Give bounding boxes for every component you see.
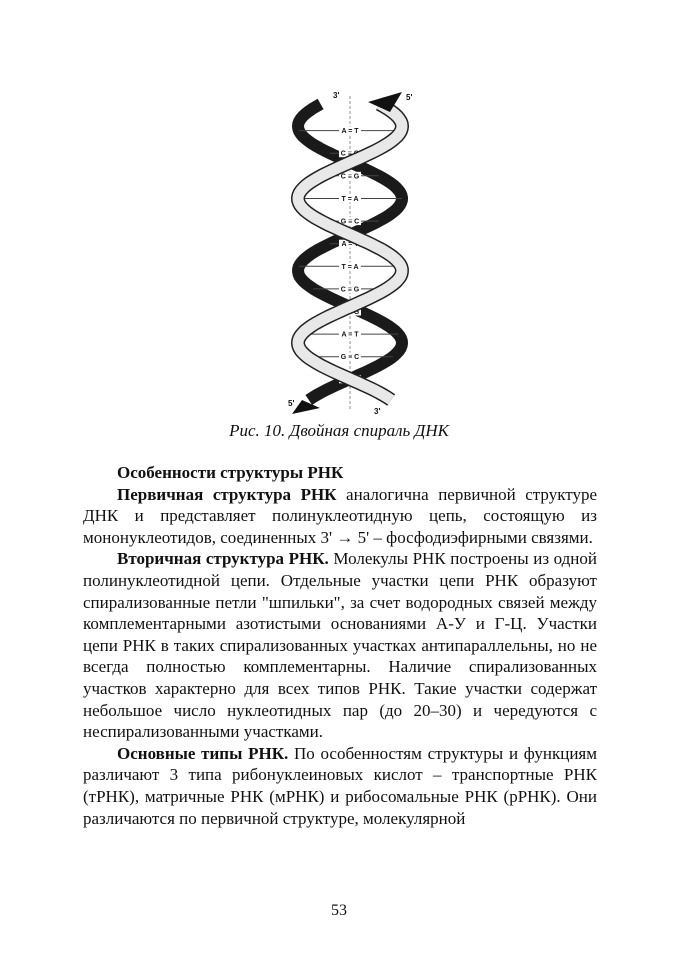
paragraph-body: По особенностям структуры и функциям различают 3 типа рибонуклеиновых кислот – транспортные РНК (тРНК), матричные РНК (мРНК) и рибосомальные РНК (рРНК). Они различаются по первичной структуре, молекулярной bbox=[83, 743, 597, 828]
base-pair-label: C ≡ G bbox=[340, 150, 360, 158]
dna-double-helix-figure bbox=[240, 88, 440, 418]
paragraph-rna-types bbox=[83, 743, 597, 829]
body-text bbox=[83, 462, 597, 829]
base-pair-label: G ≡ C bbox=[340, 354, 360, 362]
paragraph-lead: Первичная структура РНК bbox=[117, 484, 337, 504]
base-pair-label: G ≡ C bbox=[340, 218, 360, 226]
paragraph-body: Молекулы РНК построены из одной полинуклеотидной цепи. Отдельные участки цепи РНК образуют спирализованные петли "шпильки", за счет водородных связей между комплементарными азотистыми основаниями А-У и Г-Ц. Участки цепи РНК в таких спирализованных участках антипараллельны, но не всегда полностью комплементарны. Наличие спирализованных участков характерно для всех типов РНК. Такие участки содержат небольшое число нуклеотидных пар (до 20–30) и чередуются с неспирализованными участками. bbox=[83, 549, 597, 742]
dna-helix-diagram bbox=[240, 88, 440, 418]
base-pair-label: C ≡ G bbox=[340, 286, 360, 294]
base-pair-label: T = A bbox=[341, 376, 359, 384]
base-pair-label: T = A bbox=[341, 196, 359, 203]
figure-caption: Рис. 10. Двойная спираль ДНК bbox=[229, 421, 449, 440]
page-number: 53 bbox=[331, 902, 347, 919]
end-label-top-left: 3' bbox=[333, 91, 340, 100]
base-pair-label: A = T bbox=[341, 241, 359, 249]
base-pair-label: A = T bbox=[341, 128, 359, 136]
end-label-top-right: 5' bbox=[406, 93, 413, 102]
end-label-bottom-right: 3' bbox=[374, 407, 381, 416]
base-pair-label: A = T bbox=[341, 331, 359, 339]
paragraph-body: аналогична первичной структуре ДНК и представляет полинуклеотидную цепь, состоящую из мононуклеотидов, соединенных 3' → 5' – фосфодиэфирными связями. bbox=[83, 484, 597, 547]
base-pair-label: T = A bbox=[341, 263, 359, 271]
section-title: Особенности структуры РНК bbox=[117, 463, 344, 482]
base-pair-label: C ≡ G bbox=[340, 173, 360, 181]
paragraph-lead: Вторичная структура РНК. bbox=[117, 549, 329, 569]
base-pair-label: C ≡ G bbox=[340, 309, 360, 316]
paragraph-primary-structure bbox=[83, 484, 597, 549]
paragraph-secondary-structure bbox=[83, 548, 597, 742]
paragraph-lead: Основные типы РНК. bbox=[117, 743, 289, 763]
end-label-bottom-left: 5' bbox=[288, 399, 295, 408]
